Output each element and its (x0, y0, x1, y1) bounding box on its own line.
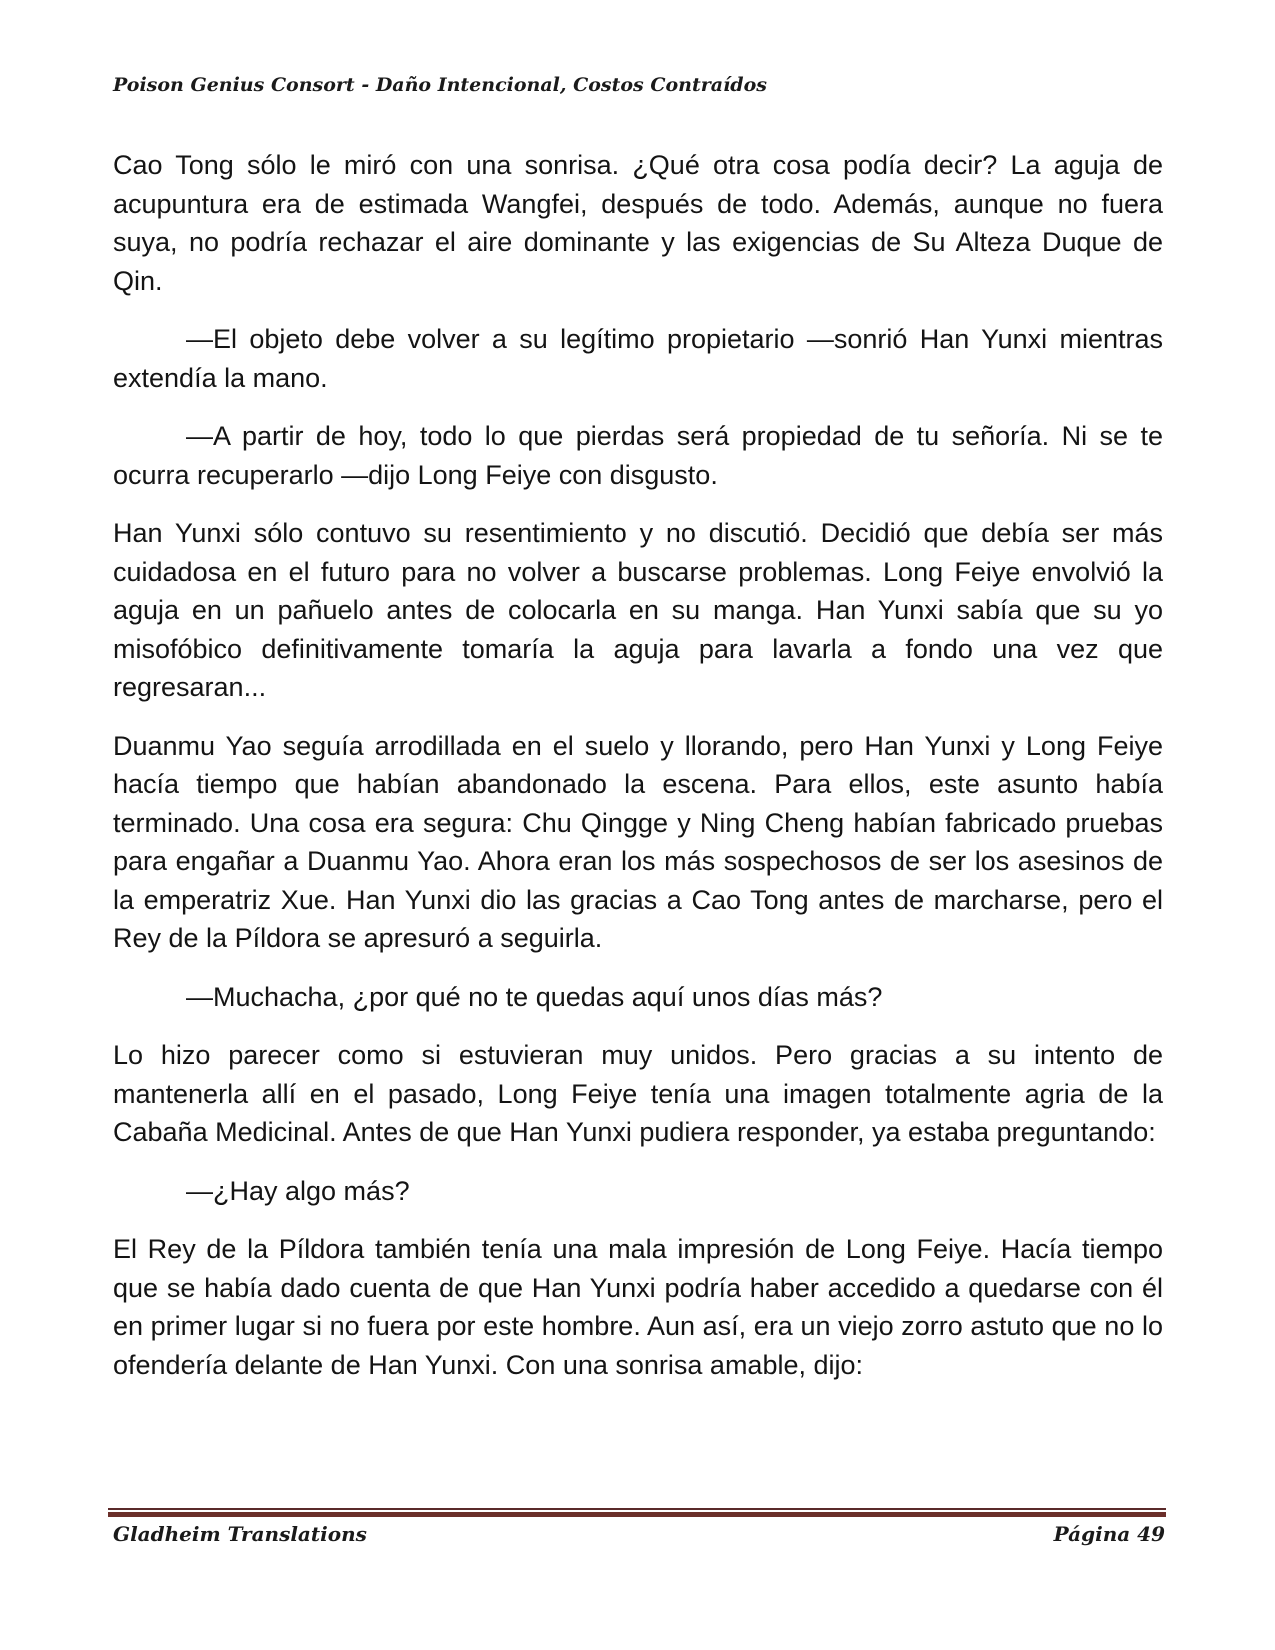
paragraph: Duanmu Yao seguía arrodillada en el suelo y llorando, pero Han Yunxi y Long Feiye hacía tiempo que habían abandonado la escena. Para ellos, este asunto había terminado. Una cosa era segura: Chu Qingge y Ning Cheng habían fabricado pruebas para engañar a Duanmu Yao. Ahora eran los más sospechosos de ser los asesinos de la emperatriz Xue. Han Yunxi dio las gracias a Cao Tong antes de marcharse, pero el Rey de la Píldora se apresuró a seguirla. (113, 730, 1163, 953)
header-title: Poison Genius Consort - Daño Intencional, Costos Contraídos (113, 74, 767, 96)
dialogue-paragraph: —Muchacha, ¿por qué no te quedas aquí unos días más? (186, 981, 883, 1012)
dialogue-paragraph: —El objeto debe volver a su legítimo propietario —sonrió Han Yunxi mientras extendía la mano. (113, 324, 1163, 393)
footer-divider (108, 1508, 1166, 1519)
footer-publisher: Gladheim Translations (113, 1522, 367, 1546)
body-text (113, 146, 1163, 1404)
dialogue-paragraph: —¿Hay algo más? (186, 1175, 410, 1206)
paragraph: Lo hizo parecer como si estuvieran muy unidos. Pero gracias a su intento de mantenerla allí en el pasado, Long Feiye tenía una imagen totalmente agria de la Cabaña Medicinal. Antes de que Han Yunxi pudiera responder, ya estaba preguntando: (113, 1040, 1163, 1147)
paragraph: Han Yunxi sólo contuvo su resentimiento y no discutió. Decidió que debía ser más cuidadosa en el futuro para no volver a buscarse problemas. Long Feiye envolvió la aguja en un pañuelo antes de colocarla en su manga. Han Yunxi sabía que su yo misofóbico definitivamente tomaría la aguja para lavarla a fondo una vez que regresaran... (113, 518, 1163, 702)
page-number: Página 49 (1053, 1522, 1165, 1546)
paragraph: Cao Tong sólo le miró con una sonrisa. ¿Qué otra cosa podía decir? La aguja de acupuntura era de estimada Wangfei, después de todo. Además, aunque no fuera suya, no podría rechazar el aire dominante y las exigencias de Su Alteza Duque de Qin. (113, 150, 1163, 296)
dialogue-paragraph: —A partir de hoy, todo lo que pierdas será propiedad de tu señoría. Ni se te ocurra recuperarlo —dijo Long Feiye con disgusto. (113, 421, 1163, 490)
paragraph: El Rey de la Píldora también tenía una mala impresión de Long Feiye. Hacía tiempo que se había dado cuenta de que Han Yunxi podría haber accedido a quedarse con él en primer lugar si no fuera por este hombre. Aun así, era un viejo zorro astuto que no lo ofendería delante de Han Yunxi. Con una sonrisa amable, dijo: (113, 1234, 1163, 1380)
